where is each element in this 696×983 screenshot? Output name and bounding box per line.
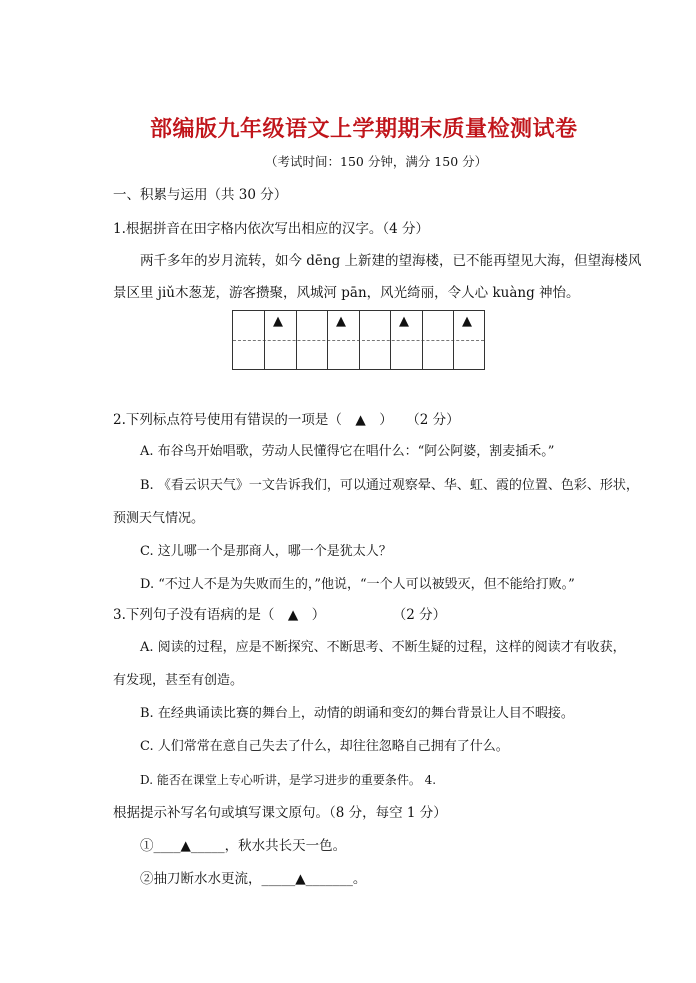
question-3-option-d: D. 能否在课堂上专心听讲，是学习进步的重要条件。 4. bbox=[140, 773, 437, 787]
question-4-item-1: ①____▲_____，秋水共长天一色。 bbox=[140, 838, 347, 854]
answer-marker-triangle: ▲ bbox=[273, 314, 283, 329]
grid-divider bbox=[453, 311, 454, 369]
question-1-passage-line1: 两千多年的岁月流转，如今 dēng 上新建的望海楼，已不能再望见大海，但望海楼风 bbox=[140, 253, 642, 269]
question-2-option-b-cont: 预测天气情况。 bbox=[113, 511, 205, 526]
question-3-option-c: C. 人们常常在意自己失去了什么，却往往忽略自己拥有了什么。 bbox=[140, 739, 509, 754]
section-heading: 一、积累与运用（共 30 分） bbox=[113, 187, 288, 203]
question-4-item-2: ②抽刀断水水更流，_____▲_______。 bbox=[140, 871, 367, 887]
question-2-stem: 2.下列标点符号使用有错误的一项是（ ▲ ） （2 分） bbox=[113, 412, 460, 428]
question-3-stem: 3.下列句子没有语病的是（ ▲ ） （2 分） bbox=[113, 607, 447, 623]
grid-divider bbox=[390, 311, 391, 369]
page-title: 部编版九年级语文上学期期末质量检测试卷 bbox=[150, 117, 578, 142]
question-2-option-d: D. “不过人不是为失败而生的，”他说，“一个人可以被毁灭，但不能给打败。” bbox=[140, 577, 575, 592]
answer-marker-triangle: ▲ bbox=[399, 314, 409, 329]
grid-divider bbox=[264, 311, 265, 369]
grid-divider bbox=[296, 311, 297, 369]
question-1-passage-line2: 景区里 jiǔ木葱茏，游客攒聚，风城河 pān，风光绮丽，令人心 kuàng 神怡。 bbox=[113, 285, 580, 301]
question-3-option-a-cont: 有发现，甚至有创造。 bbox=[113, 673, 244, 688]
question-2-option-b: B. 《看云识天气》一文告诉我们，可以通过观察晕、华、虹、霞的位置、色彩、形状， bbox=[140, 478, 639, 493]
answer-marker-triangle: ▲ bbox=[462, 314, 472, 329]
exam-info: （考试时间：150 分钟，满分 150 分） bbox=[265, 154, 488, 169]
question-2-option-a: A. 布谷鸟开始唱歌，劳动人民懂得它在唱什么：“阿公阿婆，割麦插禾。” bbox=[140, 444, 555, 459]
grid-divider bbox=[359, 311, 360, 369]
question-3-option-b: B. 在经典诵读比赛的舞台上，动情的朗诵和变幻的舞台背景让人目不暇接。 bbox=[140, 706, 574, 721]
grid-divider bbox=[327, 311, 328, 369]
grid-divider bbox=[422, 311, 423, 369]
question-4-stem: 根据提示补写名句或填写课文原句。（8 分，每空 1 分） bbox=[113, 805, 447, 821]
question-2-option-c: C. 这儿哪一个是那商人，哪一个是犹太人？ bbox=[140, 544, 392, 559]
question-3-option-a: A. 阅读的过程，应是不断探究、不断思考、不断生疑的过程，这样的阅读才有收获， bbox=[140, 640, 626, 655]
question-1-stem: 1.根据拼音在田字格内依次写出相应的汉字。（4 分） bbox=[113, 221, 430, 237]
answer-marker-triangle: ▲ bbox=[336, 314, 346, 329]
tianzige-grid bbox=[232, 310, 485, 370]
